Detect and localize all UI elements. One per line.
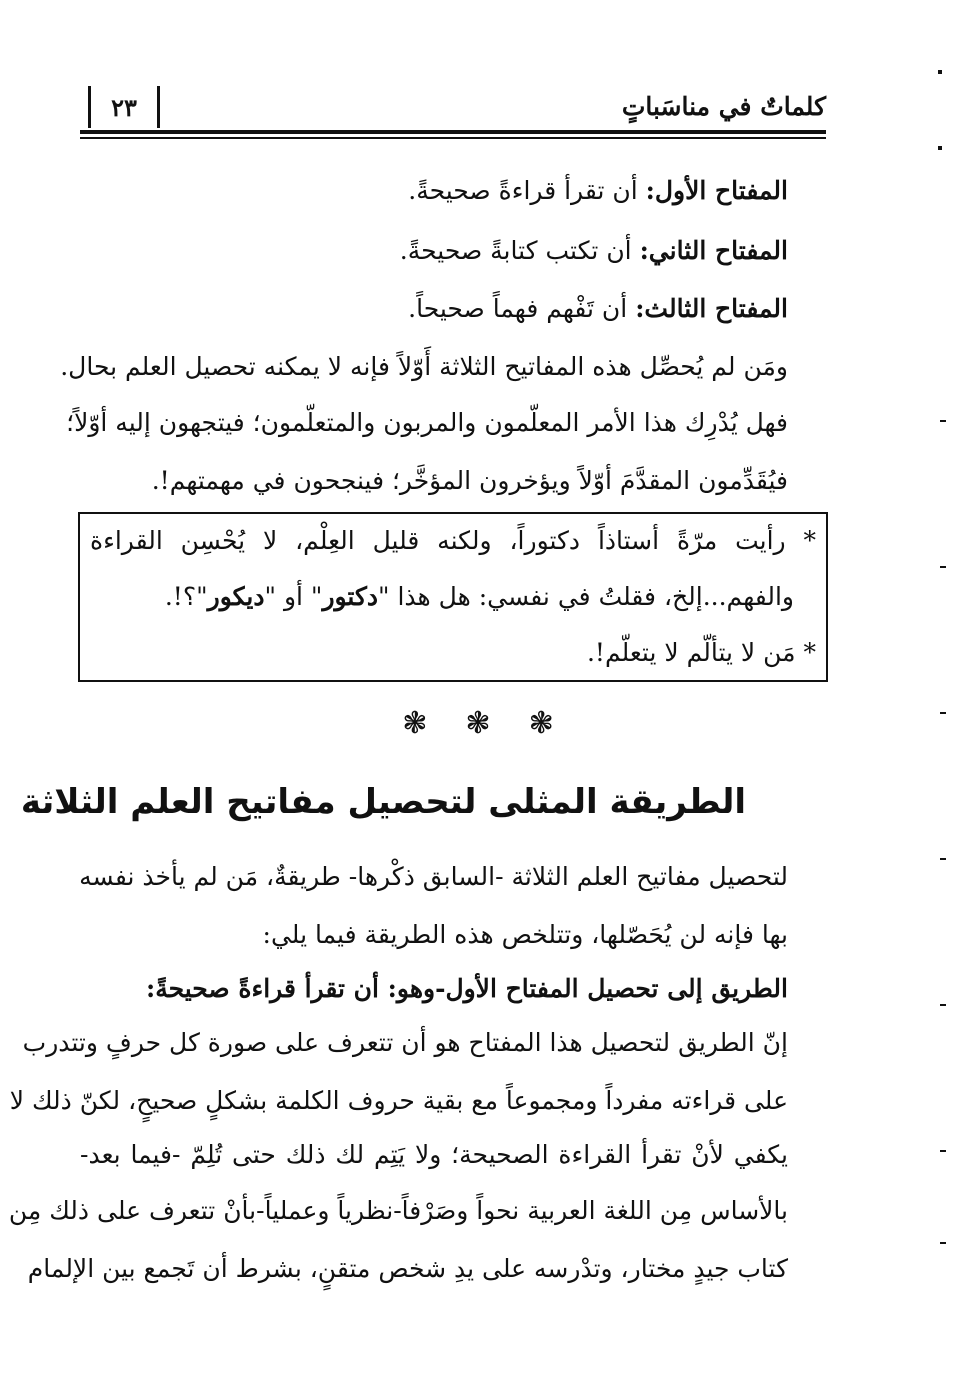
header-rule-thin: [80, 137, 826, 139]
paragraph-line: بها فإنه لن يُحَصّلها، وتتلخص هذه الطريقة فيما يلي:: [262, 920, 788, 949]
subheading: الطريق إلى تحصيل المفتاح الأول-وهو: أن تقرأ قراءةً صحيحةً:: [145, 974, 788, 1003]
section-title: الطريقة المثلى لتحصيل مفاتيح العلم الثلاثة: [20, 782, 746, 822]
paragraph-line: كتاب جيدٍ مختار، وتدْرسه على يدِ شخص متقنٍ، بشرط أن تَجمع بين الإلمام: [27, 1254, 788, 1283]
flower-ornament-icon: ❃: [528, 706, 554, 741]
note-bold-word: ديكور: [207, 582, 265, 611]
paragraph-line: بالأساس مِن اللغة العربية نحواً وصَرْفاً-نظرياً وعملياً-بأنْ تتعرف على ذلك مِن: [8, 1196, 788, 1225]
paragraph-line: إنّ الطريق لتحصيل هذا المفتاح هو أن تتعرف على صورة كل حرفٍ وتتدرب: [22, 1028, 788, 1057]
paragraph-line: على قراءته مفرداً ومجموعاً مع بقية حروف الكلمة بشكلٍ صحيحٍ، لكنّ ذلك لا: [9, 1086, 788, 1115]
header-rule-thick: [80, 130, 826, 134]
key-text: أن تقرأ قراءةً صحيحةً.: [408, 176, 638, 205]
scan-mark: [938, 146, 942, 150]
flower-ornament-icon: ❃: [465, 706, 491, 741]
key-line-2: [400, 236, 788, 265]
note-box: [78, 512, 828, 682]
scan-mark: [940, 712, 946, 714]
key-text: أن تكتب كتابةً صحيحةً.: [399, 236, 632, 265]
scan-mark: [940, 858, 946, 860]
key-line-1: [408, 176, 788, 205]
running-title: كلماتٌ في مناسَباتٍ: [621, 92, 826, 121]
paragraph-line: لتحصيل مفاتيح العلم الثلاثة -السابق ذكْرها- طريقةٌ، مَن لم يأخذ نفسه: [79, 862, 788, 891]
key-text: أن تَفْهم فهماً صحيحاً.: [408, 294, 628, 323]
key-label: المفتاح الأول:: [645, 176, 788, 205]
key-label: المفتاح الثاني:: [639, 236, 788, 265]
page-number: ٢٣: [88, 86, 160, 128]
paragraph-line: فيُقَدِّمون المقدَّمَ أوّلاً ويؤخرون المؤخَّر؛ فينجحون في مهمتهم!.: [151, 466, 788, 495]
scan-mark: [938, 70, 942, 74]
note-line-2: [165, 582, 794, 611]
note-text: " أو ": [264, 582, 323, 611]
scan-mark: [940, 566, 946, 568]
paragraph-line: ومَن لم يُحصِّل هذه المفاتيح الثلاثة أَوّلاً فإنه لا يمكنه تحصيل العلم بحال.: [60, 352, 788, 381]
scan-mark: [940, 420, 946, 422]
flower-ornament-icon: ❃: [402, 706, 428, 741]
section-divider: [0, 706, 956, 746]
note-line-1: * رأيت مرّةً أستاذاً دكتوراً، ولكنه قليل العِلْم، لا يُحْسِن القراءة: [90, 526, 816, 555]
scan-mark: [940, 1004, 946, 1006]
note-text: "؟!.: [164, 582, 208, 611]
key-label: المفتاح الثالث:: [635, 294, 788, 323]
scan-mark: [940, 1150, 946, 1152]
key-line-3: [408, 294, 788, 323]
note-bold-word: دكتور: [322, 582, 379, 611]
note-text: والفهم...إلخ، فقلتُ في نفسي: هل هذا ": [378, 582, 794, 611]
paragraph-line: فهل يُدْرِك هذا الأمر المعلّمون والمربون والمتعلّمون؛ فيتجهون إليه أوّلاً؛: [66, 408, 788, 437]
scan-mark: [940, 1242, 946, 1244]
paragraph-line: يكفي لأنْ تقرأ القراءة الصحيحة؛ ولا يَتِم لك ذلك حتى تُلِمّ -فيما بعد-: [80, 1140, 788, 1169]
note-line-3: * مَن لا يتألّم لا يتعلّم!.: [586, 638, 816, 667]
page-header: [80, 86, 826, 138]
